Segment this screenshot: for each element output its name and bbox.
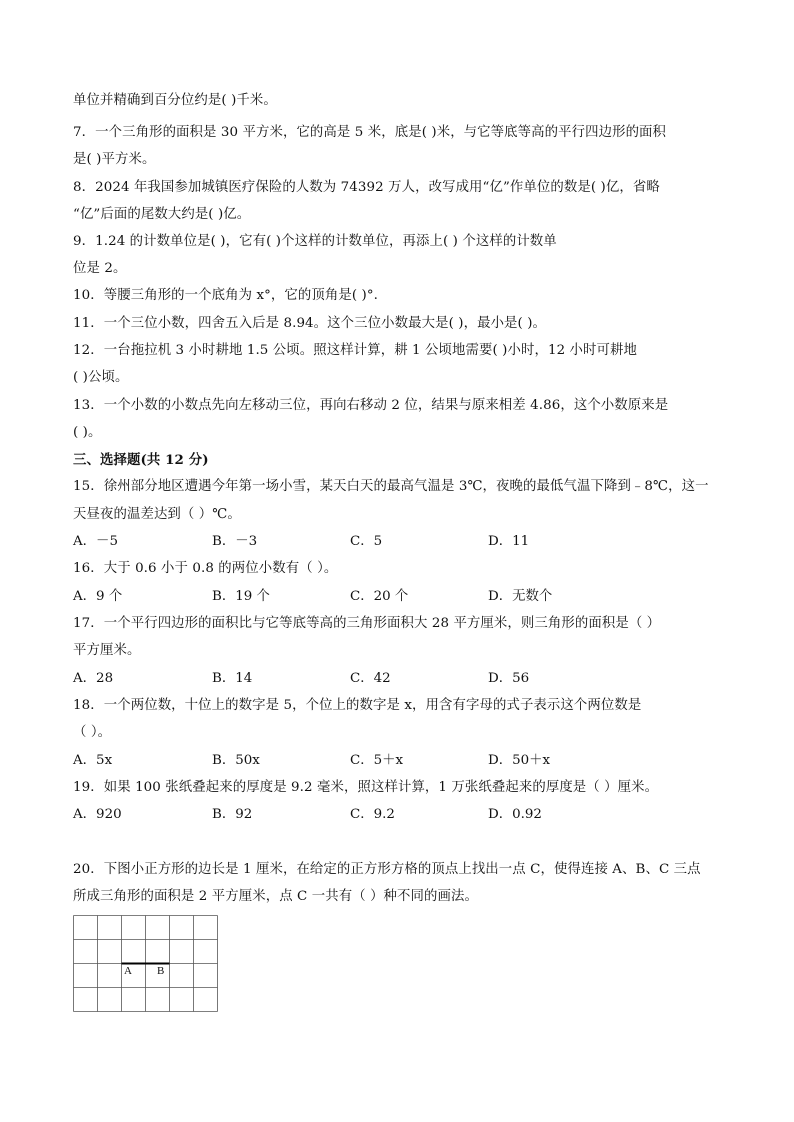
question-15: 15．徐州部分地区遭遇今年第一场小雪，某天白天的最高气温是 3℃，夜晚的最低气温下降到﹣8℃，这一 xyxy=(73,479,709,494)
question-16: 16．大于 0.6 小于 0.8 的两位小数有（ ）。 xyxy=(73,561,338,576)
option-c: C．42 xyxy=(350,671,391,686)
question-18: 18．一个两位数，十位上的数字是 5，个位上的数字是 x，用含有字母的式子表示这个两位数是 xyxy=(73,698,642,713)
question-8: 8．2024 年我国参加城镇医疗保险的人数为 74392 万人，改写成用“亿”作单位的数是( )亿，省略 xyxy=(73,180,660,195)
text-line: 是( )平方米。 xyxy=(73,152,156,167)
option-b: B．19 个 xyxy=(212,589,270,604)
point-b-label: B xyxy=(157,965,165,977)
question-12: 12．一台拖拉机 3 小时耕地 1.5 公顷。照这样计算，耕 1 公顷地需要( )小时，12 小时可耕地 xyxy=(73,343,638,358)
text-line: 位是 2。 xyxy=(73,261,127,276)
option-d: D．50＋x xyxy=(488,753,551,768)
question-20: 20．下图小正方形的边长是 1 厘米，在给定的正方形方格的顶点上找出一点 C，使得连接 A、B、C 三点 xyxy=(73,862,701,877)
square-grid-figure xyxy=(73,915,217,1011)
option-a: A．－5 xyxy=(73,534,118,549)
question-17: 17．一个平行四边形的面积比与它等底等高的三角形面积大 28 平方厘米，则三角形的面积是（ ） xyxy=(73,616,661,631)
text-line: “亿”后面的尾数大约是( )亿。 xyxy=(73,207,251,222)
text-line: ( )公顷。 xyxy=(73,370,129,385)
option-d: D．11 xyxy=(488,534,530,549)
question-13: 13．一个小数的小数点先向左移动三位，再向右移动 2 位，结果与原来相差 4.86，这个小数原来是 xyxy=(73,398,669,413)
option-b: B．－3 xyxy=(212,534,258,549)
option-a: A．5x xyxy=(73,753,113,768)
text-line: 单位并精确到百分位约是( )千米。 xyxy=(73,93,277,108)
option-b: B．14 xyxy=(212,671,253,686)
question-10: 10．等腰三角形的一个底角为 x°，它的顶角是( )°. xyxy=(73,288,379,303)
option-b: B．50x xyxy=(212,753,260,768)
question-9: 9．1.24 的计数单位是( )，它有( )个这样的计数单位，再添上( ) 个这样的计数单 xyxy=(73,234,557,249)
option-a: A．28 xyxy=(73,671,114,686)
question-7: 7．一个三角形的面积是 30 平方米，它的高是 5 米，底是( )米，与它等底等高的平行四边形的面积 xyxy=(73,125,667,140)
question-11: 11．一个三位小数，四舍五入后是 8.94。这个三位小数最大是( )，最小是( )。 xyxy=(73,316,547,331)
text-line: 所成三角形的面积是 2 平方厘米，点 C 一共有（ ）种不同的画法。 xyxy=(73,889,478,904)
text-line: （ ）。 xyxy=(73,725,112,740)
question-19: 19．如果 100 张纸叠起来的厚度是 9.2 毫米，照这样计算，1 万张纸叠起来的厚度是（ ）厘米。 xyxy=(73,780,659,795)
text-line: ( )。 xyxy=(73,425,102,440)
option-c: C．9.2 xyxy=(350,807,395,822)
option-b: B．92 xyxy=(212,807,253,822)
section-title: 三、选择题(共 12 分) xyxy=(73,452,209,468)
option-c: C．20 个 xyxy=(350,589,409,604)
option-d: D．0.92 xyxy=(488,807,542,822)
grid-lines xyxy=(73,915,219,1013)
text-line: 天昼夜的温差达到（ ）℃。 xyxy=(73,507,241,522)
option-c: C．5＋x xyxy=(350,753,404,768)
option-c: C．5 xyxy=(350,534,383,549)
option-a: A．9 个 xyxy=(73,589,123,604)
option-d: D．56 xyxy=(488,671,530,686)
option-d: D．无数个 xyxy=(488,589,553,604)
option-a: A．920 xyxy=(73,807,122,822)
point-a-label: A xyxy=(124,965,132,977)
text-line: 平方厘米。 xyxy=(73,643,141,658)
